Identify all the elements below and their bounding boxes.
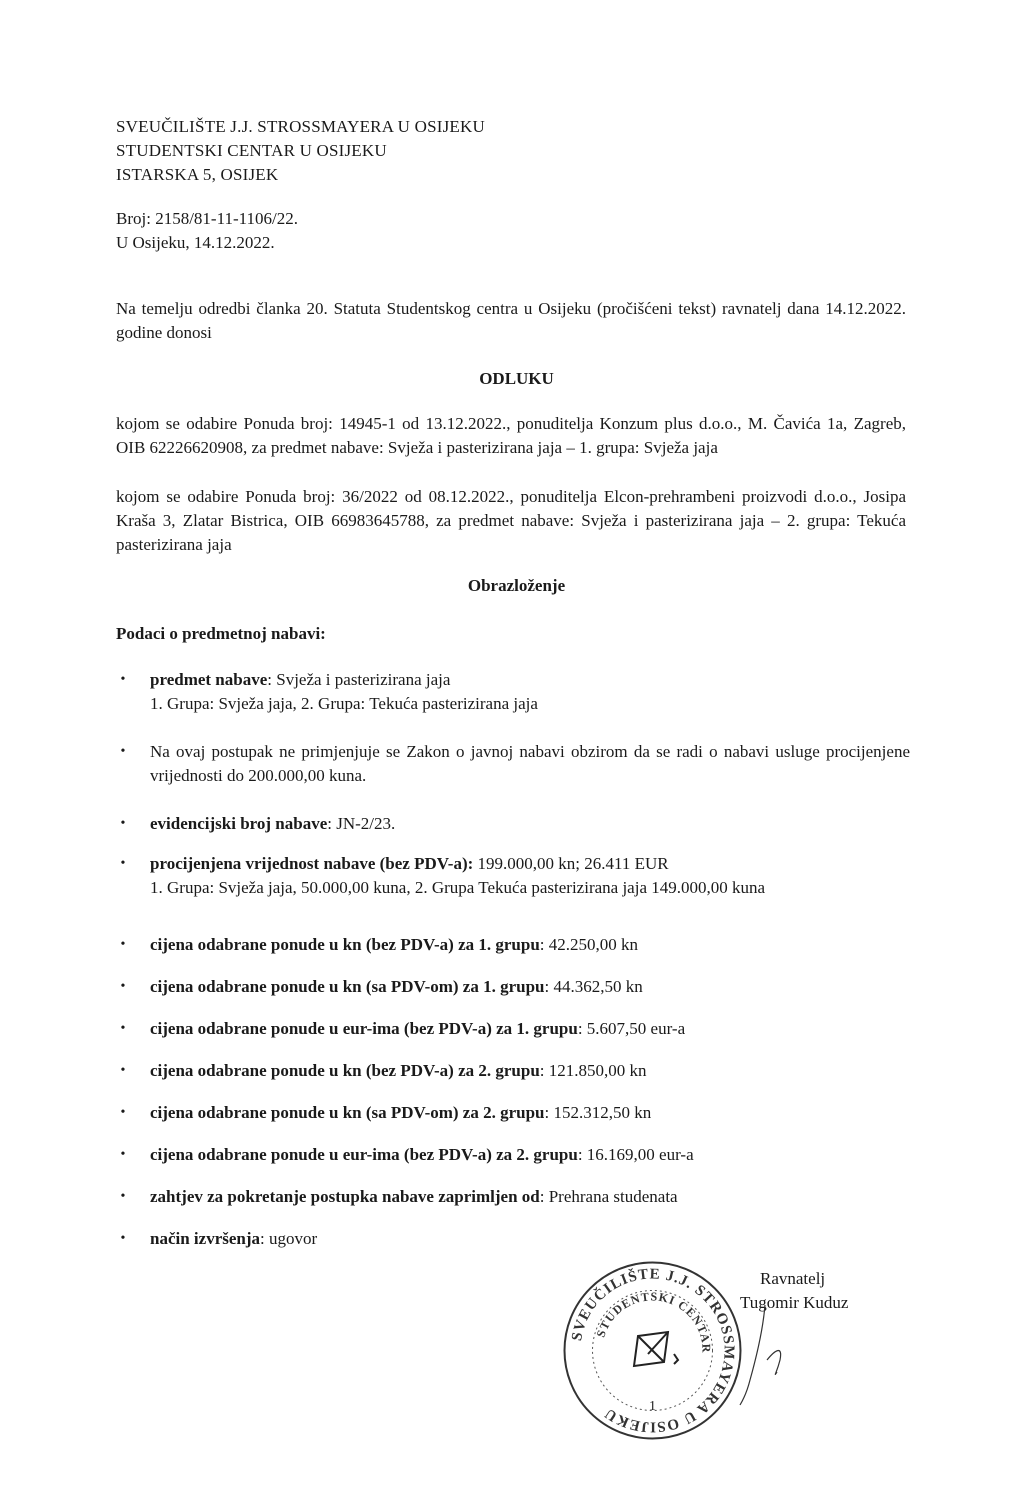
signature-name: Tugomir Kuduz [740,1293,849,1312]
bullet: • [120,856,126,871]
institution-header [116,115,485,187]
item-value: 199.000,00 kn; 26.411 EUR [473,854,669,873]
reference-number: Broj: 2158/81-11-1106/22. [116,209,298,228]
place-date: U Osijeku, 14.12.2022. [116,233,275,252]
item-label: zahtjev za pokretanje postupka nabave zaprimljen od [150,1187,540,1206]
header-address: ISTARSKA 5, OSIJEK [116,165,279,184]
item-label: cijena odabrane ponude u kn (bez PDV-a) za 1. grupu [150,935,540,954]
bullet: • [120,1231,126,1246]
intro-paragraph: Na temelju odredbi članka 20. Statuta Studentskog centra u Osijeku (pročišćeni tekst) ravnatelj dana 14.12.2022. godine donosi [116,299,906,342]
bullet: • [120,1147,126,1162]
item-label: procijenjena vrijednost nabave (bez PDV-a): [150,854,474,873]
bullet: • [120,816,126,831]
item-value: : Prehrana studenata [539,1187,678,1206]
bullet: • [120,672,126,687]
decision-paragraph-1: kojom se odabire Ponuda broj: 14945-1 od 13.12.2022., ponuditelja Konzum plus d.o.o., M. Čavića 1a, Zagreb, OIB 62226620908, za predmet nabave: Svježa i pasterizirana jaja – 1. grupa: Svježa jaja [116,414,906,457]
item-detail: 1. Grupa: Svježa jaja, 2. Grupa: Tekuća pasterizirana jaja [150,694,538,713]
item-value: : 5.607,50 eur-a [577,1019,686,1038]
item-label: predmet nabave [150,670,268,689]
bullet: • [120,1063,126,1078]
handwritten-signature [735,1300,795,1410]
stamp-number: 1 [649,1399,656,1414]
item-value: : 152.312,50 kn [544,1103,652,1122]
bullet: • [120,937,126,952]
item-value: Na ovaj postupak ne primjenjuje se Zakon o javnoj nabavi obzirom da se radi o nabavi usluge procijenjene vrijednosti do 200.000,00 kuna. [150,742,910,785]
item-label: cijena odabrane ponude u eur-ima (bez PDV-a) za 1. grupu [150,1019,578,1038]
reference-block [116,207,298,255]
bullet: • [120,744,126,759]
section-title: Podaci o predmetnoj nabavi: [116,624,326,643]
item-value: : 42.250,00 kn [539,935,639,954]
item-value: : JN-2/23. [327,814,396,833]
signature-title: Ravnatelj [760,1269,826,1288]
item-label: cijena odabrane ponude u kn (sa PDV-om) za 2. grupu [150,1103,545,1122]
item-label: cijena odabrane ponude u eur-ima (bez PDV-a) za 2. grupu [150,1145,578,1164]
item-detail: 1. Grupa: Svježa jaja, 50.000,00 kuna, 2. Grupa Tekuća pasterizirana jaja 149.000,00 kuna [150,878,766,897]
item-label: cijena odabrane ponude u kn (sa PDV-om) za 1. grupu [150,977,545,996]
header-university: SVEUČILIŠTE J.J. STROSSMAYERA U OSIJEKU [116,117,485,136]
item-label: način izvršenja [150,1229,261,1248]
decision-paragraph-2: kojom se odabire Ponuda broj: 36/2022 od 08.12.2022., ponuditelja Elcon-prehrambeni proizvodi d.o.o., Josipa Kraša 3, Zlatar Bistrica, OIB 66983645788, za predmet nabave: Svježa i pasterizirana jaja – 2. grupa: Tekuća pasterizirana jaja [116,487,906,554]
item-value: : Svježa i pasterizirana jaja [267,670,451,689]
explanation-title: Obrazloženje [467,576,566,595]
official-stamp [560,1258,745,1443]
stamp-outer-text: SVEUČILIŠTE J.J. STROSSMAYERA U OSIJEKU [569,1266,737,1435]
bullet: • [120,1189,126,1204]
item-value: : 16.169,00 eur-a [577,1145,694,1164]
item-value: : 44.362,50 kn [544,977,643,996]
bullet: • [120,1021,126,1036]
stamp-inner-text: STUDENTSKI CENTAR [593,1289,714,1354]
decision-title: ODLUKU [479,369,554,388]
bullet: • [120,979,126,994]
stamp-emblem [634,1332,678,1366]
item-value: : ugovor [260,1229,318,1248]
bullet: • [120,1105,126,1120]
item-label: evidencijski broj nabave [150,814,328,833]
item-value: : 121.850,00 kn [539,1061,647,1080]
header-center: STUDENTSKI CENTAR U OSIJEKU [116,141,387,160]
item-label: cijena odabrane ponude u kn (bez PDV-a) za 2. grupu [150,1061,540,1080]
